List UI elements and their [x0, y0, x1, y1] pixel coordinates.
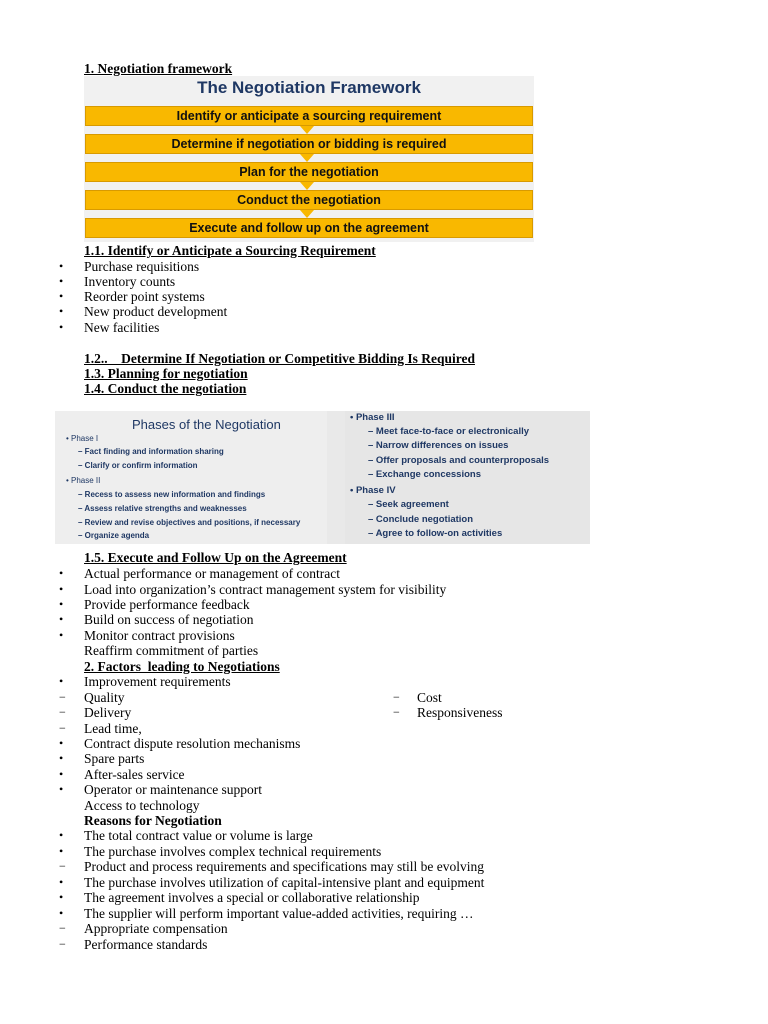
- bullet-icon: •: [59, 612, 64, 626]
- reasons-title: Reasons for Negotiation: [84, 813, 222, 828]
- phase-4-label: • Phase IV: [350, 485, 396, 496]
- bullet-icon: •: [59, 875, 64, 889]
- phase-item: – Narrow differences on issues: [368, 440, 509, 451]
- phase-item: – Clarify or confirm information: [78, 461, 198, 470]
- phase-item: – Agree to follow-on activities: [368, 528, 503, 539]
- bullet-icon: •: [59, 304, 64, 318]
- phase-2-label: • Phase II: [66, 476, 101, 485]
- phase-item: – Assess relative strengths and weaknesses: [78, 504, 247, 513]
- bullet-icon: •: [59, 597, 64, 611]
- bullet-icon: •: [59, 320, 64, 334]
- dash-icon: −: [393, 705, 400, 719]
- bullet-icon: •: [59, 674, 64, 688]
- phase-item: – Offer proposals and counterproposals: [368, 455, 550, 466]
- dash-icon: −: [59, 721, 66, 735]
- framework-step-1: Identify or anticipate a sourcing requirement: [85, 106, 533, 126]
- bullet-icon: •: [59, 906, 64, 920]
- heading-negotiation-framework: 1. Negotiation framework: [84, 61, 233, 76]
- bullet-icon: •: [59, 566, 64, 580]
- dash-icon: −: [59, 705, 66, 719]
- dash-icon: −: [393, 690, 400, 704]
- framework-title: The Negotiation Framework: [197, 78, 421, 97]
- bullet-icon: •: [59, 628, 64, 642]
- continuation-text: Reaffirm commitment of parties: [84, 643, 259, 658]
- bullet-icon: •: [59, 289, 64, 303]
- down-arrow-icon: [300, 126, 314, 134]
- section-1-5-title: 1.5. Execute and Follow Up on the Agreement: [84, 550, 347, 565]
- bullet-icon: •: [59, 259, 64, 273]
- phase-item: – Exchange concessions: [368, 469, 481, 480]
- dash-icon: −: [59, 921, 66, 935]
- bullet-icon: •: [59, 890, 64, 904]
- phase-item: – Review and revise objectives and positions, if necessary: [78, 518, 301, 527]
- bullet-icon: •: [59, 751, 64, 765]
- dash-icon: −: [59, 859, 66, 873]
- section-1-2-title: 1.2.. Determine If Negotiation or Competitive Bidding Is Required: [84, 351, 475, 366]
- phase-item: – Recess to assess new information and findings: [78, 490, 266, 499]
- down-arrow-icon: [300, 154, 314, 162]
- phase-item: – Meet face-to-face or electronically: [368, 426, 530, 437]
- phase-item: – Seek agreement: [368, 499, 449, 510]
- continuation-text: Access to technology: [84, 798, 200, 813]
- bullet-icon: •: [59, 782, 64, 796]
- negotiation-framework-figure: [84, 76, 534, 242]
- down-arrow-icon: [300, 210, 314, 218]
- phase-item: – Fact finding and information sharing: [78, 447, 224, 456]
- phases-of-negotiation-figure: [55, 411, 590, 544]
- framework-step-4: Conduct the negotiation: [85, 190, 533, 210]
- bullet-icon: •: [59, 736, 64, 750]
- framework-step-3: Plan for the negotiation: [85, 162, 533, 182]
- bullet-icon: •: [59, 582, 64, 596]
- down-arrow-icon: [300, 182, 314, 190]
- framework-step-2: Determine if negotiation or bidding is required: [85, 134, 533, 154]
- phase-3-label: • Phase III: [350, 412, 395, 423]
- bullet-icon: •: [59, 844, 64, 858]
- dash-icon: −: [59, 690, 66, 704]
- section-1-4-title: 1.4. Conduct the negotiation: [84, 381, 247, 396]
- bullet-icon: •: [59, 274, 64, 288]
- bullet-icon: •: [59, 767, 64, 781]
- section-1-3-title: 1.3. Planning for negotiation: [84, 366, 248, 381]
- phase-item: – Conclude negotiation: [368, 514, 474, 525]
- framework-step-5: Execute and follow up on the agreement: [85, 218, 533, 238]
- section-2-title: 2. Factors leading to Negotiations: [84, 659, 280, 674]
- phase-1-label: • Phase I: [66, 434, 99, 443]
- bullet-icon: •: [59, 828, 64, 842]
- phase-item: – Organize agenda: [78, 531, 150, 540]
- dash-icon: −: [59, 937, 66, 951]
- phases-title: Phases of the Negotiation: [132, 417, 281, 432]
- section-1-1-title: 1.1. Identify or Anticipate a Sourcing Requirement: [84, 243, 376, 258]
